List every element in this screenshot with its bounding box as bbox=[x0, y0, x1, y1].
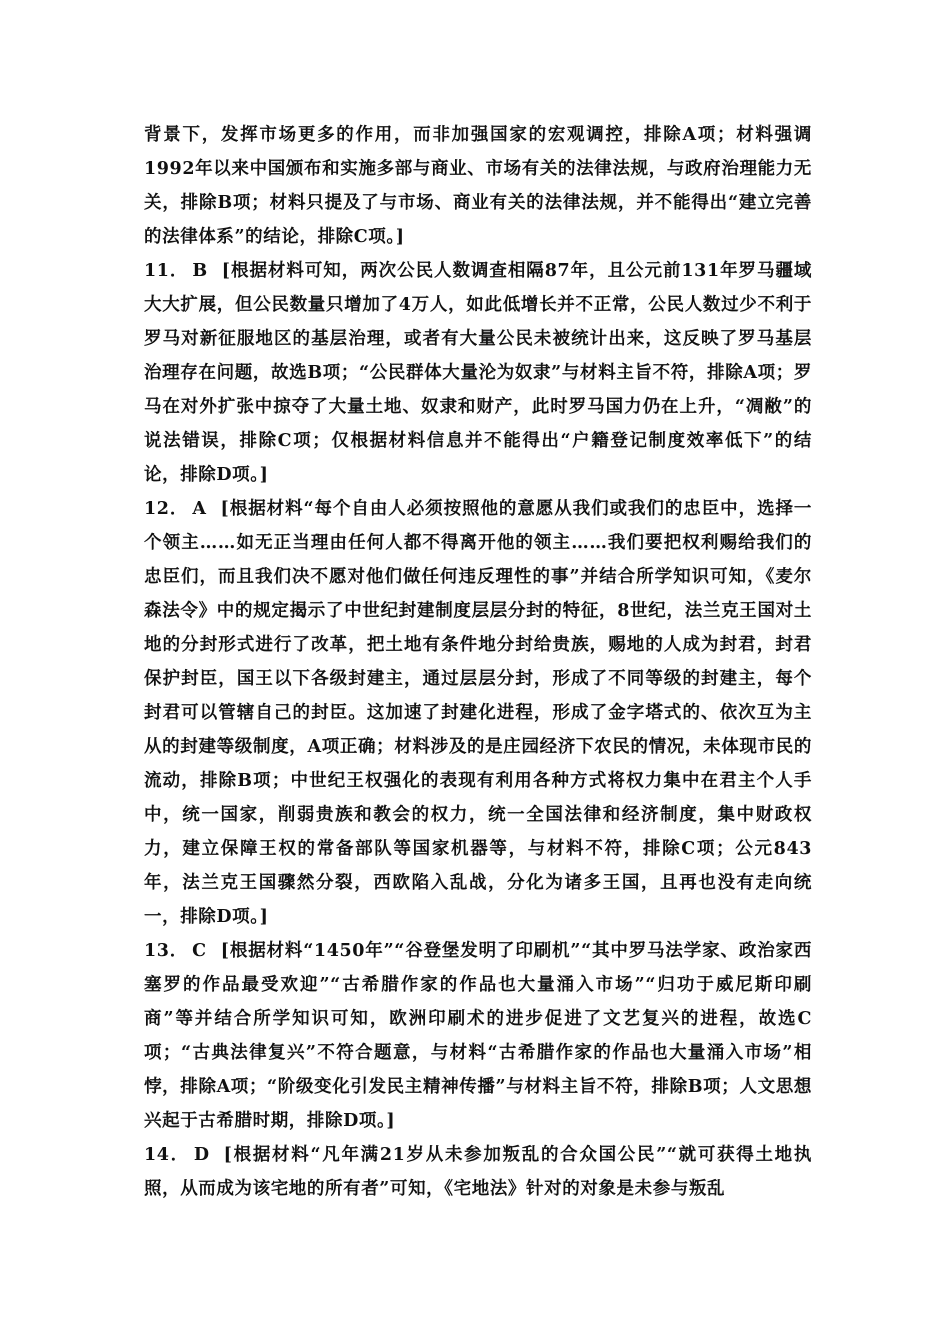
answer-explanation: [根据材料“1450年”“谷登堡发明了印刷机”“其中罗马法学家、政治家西塞罗的作品最受欢迎”“古希腊作家的作品也大量涌入市场”“归功于威尼斯印刷商”等并结合所学知识可知，欧洲印刷术的进步促进了文艺复兴的进程，故选C项；“古典法律复兴”不符合题意，与材料“古希腊作家的作品也大量涌入市场”相悖，排除A项；“阶级变化引发民主精神传播”与材料主旨不符，排除B项；人文思想兴起于古希腊时期，排除D项。] bbox=[144, 941, 812, 1131]
answer-13 bbox=[144, 934, 812, 1138]
answer-option: B bbox=[192, 261, 208, 281]
question-number: 14． bbox=[144, 1145, 190, 1165]
answer-option: A bbox=[192, 499, 207, 519]
answer-option: D bbox=[193, 1145, 210, 1165]
answer-option: C bbox=[192, 941, 207, 961]
answer-explanation: [根据材料“凡年满21岁从未参加叛乱的合众国公民”“就可获得土地执照，从而成为该宅地的所有者”可知，《宅地法》针对的对象是未参与叛乱 bbox=[144, 1145, 812, 1199]
continuation-paragraph: 背景下，发挥市场更多的作用，而非加强国家的宏观调控，排除A项；材料强调1992年以来中国颁布和实施多部与商业、市场有关的法律法规，与政府治理能力无关，排除B项；材料只提及了与市场、商业有关的法律法规，并不能得出“建立完善的法律体系”的结论，排除C项。] bbox=[144, 125, 812, 247]
answer-14 bbox=[144, 1138, 812, 1206]
answer-document bbox=[144, 118, 812, 1206]
answer-explanation: [根据材料“每个自由人必须按照他的意愿从我们或我们的忠臣中，选择一个领主……如无正当理由任何人都不得离开他的领主……我们要把权利赐给我们的忠臣们，而且我们决不愿对他们做任何违反理性的事”并结合所学知识可知，《麦尔森法令》中的规定揭示了中世纪封建制度层层分封的特征，8世纪，法兰克王国对土地的分封形式进行了改革，把土地有条件地分封给贵族，赐地的人成为封君，封君保护封臣，国王以下各级封建主，通过层层分封，形成了不同等级的封建主，每个封君可以管辖自己的封臣。这加速了封建化进程，形成了金字塔式的、依次互为主从的封建等级制度，A项正确；材料涉及的是庄园经济下农民的情况，未体现市民的流动，排除B项；中世纪王权强化的表现有利用各种方式将权力集中在君主个人手中，统一国家，削弱贵族和教会的权力，统一全国法律和经济制度，集中财政权力，建立保障王权的常备部队等国家机器等，与材料不符，排除C项；公元843年，法兰克王国骤然分裂，西欧陷入乱战，分化为诸多王国，且再也没有走向统一，排除D项。] bbox=[144, 499, 812, 927]
answer-explanation: [根据材料可知，两次公民人数调查相隔87年，且公元前131年罗马疆域大大扩展，但公民数量只增加了4万人，如此低增长并不正常，公民人数过少不利于罗马对新征服地区的基层治理，或者有大量公民未被统计出来，这反映了罗马基层治理存在问题，故选B项；“公民群体大量沦为奴隶”与材料主旨不符，排除A项；罗马在对外扩张中掠夺了大量土地、奴隶和财产，此时罗马国力仍在上升，“凋敝”的说法错误，排除C项；仅根据材料信息并不能得出“户籍登记制度效率低下”的结论，排除D项。] bbox=[144, 261, 813, 485]
question-number: 13． bbox=[144, 941, 189, 961]
question-number: 11． bbox=[144, 261, 189, 281]
answer-12 bbox=[144, 492, 812, 934]
answer-11 bbox=[144, 254, 812, 492]
question-number: 12． bbox=[144, 499, 189, 519]
